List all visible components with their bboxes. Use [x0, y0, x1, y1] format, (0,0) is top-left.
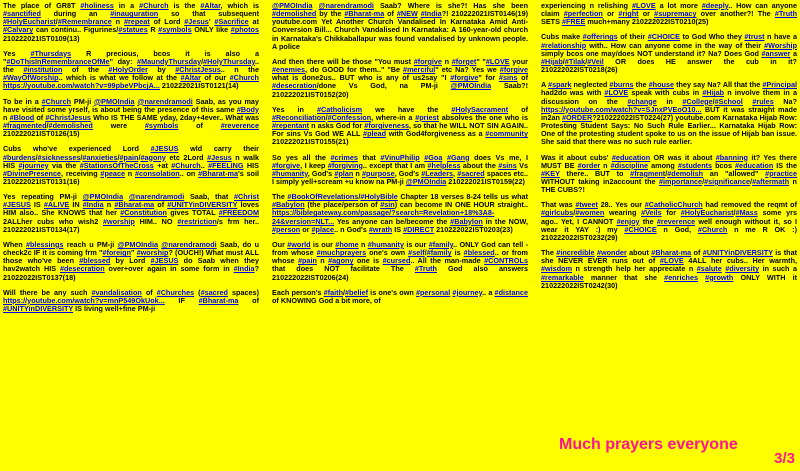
hashtag-link[interactable]: #symbols — [144, 121, 179, 131]
hashtag-link[interactable]: #order — [577, 160, 601, 170]
hashtag-link[interactable]: #Church — [41, 96, 72, 106]
hashtag-link[interactable]: #plan — [334, 168, 354, 178]
hashtag-link[interactable]: #place — [311, 224, 335, 234]
hashtag-link[interactable]: #KEY — [541, 168, 560, 178]
hashtag-link[interactable]: #fragment — [630, 168, 666, 178]
tweet-paragraph: Our #world is our #home n #humanity is our #family.. ONLY God can tell - from whose #muchprayers one's own #self/#family is #blessed.. or from whose #pain n #agony one is #cursed.. All the man-made #CONTROLs that does NOT facilitate The #Truth God also answers 210222022IST0206(24) — [272, 239, 529, 282]
hashtag-link[interactable]: #Mass — [735, 208, 758, 218]
hashtag-link[interactable]: #inauguration — [110, 9, 159, 19]
tweet-paragraph: Will there be any such #vandalisation of #Churches (#sacred spaces) https://youtube.com/watch?v=mnP549OkUok... IF #Bharat-ma of #UNITYinDIVERSITY IS living well+fine PM-ji — [3, 287, 259, 313]
hashtag-link[interactable]: #JESUS — [150, 256, 179, 266]
hashtag-link[interactable]: #Churches — [156, 287, 195, 297]
hashtag-link[interactable]: #supremacy — [654, 9, 697, 19]
hashtag-link[interactable]: #Church — [697, 224, 728, 234]
hashtag-link[interactable]: #answer — [761, 48, 791, 58]
hashtag-link[interactable]: #Jesus — [184, 17, 209, 27]
hashtag-link[interactable]: #symbols — [158, 25, 192, 35]
hashtag-link[interactable]: #women — [575, 208, 605, 218]
url-link[interactable]: https://youtube.com/watch?v=mnP549OkUok... — [3, 295, 165, 305]
hashtag-link[interactable]: #FREEDOM — [218, 208, 259, 218]
hashtag-link[interactable]: #demolished — [48, 121, 93, 131]
tweet-paragraph: And then there will be those "You must #forgive n #forget" "#LOVE your #enemies, do GOOD for them.." "Be #merciful" etc Na? Yes we #forgive what is done2us.. BUT who is any of us2say "I #forgive" for #sins of #desecration/done Vs God, na PM-ji @PMOIndia Saab?! 210222021IST0152(20) — [272, 56, 529, 99]
hashtag-link[interactable]: #WayOfWorship — [3, 73, 59, 83]
hashtag-link[interactable]: #UNITYinDIVERSITY — [702, 248, 773, 258]
hashtag-link[interactable]: #VinuPhilip — [380, 152, 420, 162]
mention-link[interactable]: @PMOIndia — [405, 176, 447, 186]
hashtag-link[interactable]: #trust — [744, 32, 765, 42]
hashtag-link[interactable]: #Truth — [774, 9, 797, 19]
hashtag-link[interactable]: #right — [618, 9, 639, 19]
hashtag-link[interactable]: #vandalisation — [91, 287, 142, 297]
hashtag-link[interactable]: #forget — [451, 56, 477, 66]
hashtag-link[interactable]: #forgive — [413, 56, 442, 66]
hashtag-link[interactable]: #Altar — [200, 1, 221, 10]
hashtag-link[interactable]: #purpose — [361, 168, 395, 178]
hashtag-link[interactable]: #education — [611, 152, 651, 162]
hashtag-link[interactable]: #girlcubs — [541, 208, 574, 218]
url-link[interactable]: https://youtube.com/watch?v=SJnxPVEoO10... — [541, 104, 702, 114]
hashtag-link[interactable]: #Calvary — [3, 25, 34, 35]
hashtag-link[interactable]: #enemies — [272, 65, 306, 75]
hashtag-link[interactable]: #College — [682, 96, 713, 106]
hashtag-link[interactable]: #HolyOrder — [108, 65, 148, 75]
hashtag-link[interactable]: #sins — [498, 73, 518, 83]
hashtag-link[interactable]: #CatholicChurch — [644, 200, 703, 210]
hashtag-link[interactable]: #Worship — [764, 40, 797, 50]
hashtag-link[interactable]: #photos — [230, 25, 259, 35]
hashtag-link[interactable]: #LOVE — [659, 256, 684, 266]
hashtag-link[interactable]: #UNITYinDIVERSITY — [3, 304, 74, 313]
hashtag-link[interactable]: #Christ — [234, 192, 259, 202]
hashtag-link[interactable]: #pain — [119, 152, 139, 162]
hashtag-link[interactable]: #MaundyThursday — [137, 56, 202, 66]
tweet-paragraph: experiencing n relishing #LOVE a lot more #deeply.. How can anyone claim #perfection or #right or #supremacy over another?! The #Truth SETS #FREE much+many 210222022IST0210(25) — [541, 1, 797, 27]
footer — [541, 436, 797, 469]
hashtag-link[interactable]: #significance — [704, 176, 751, 186]
hashtag-link[interactable]: #journey — [18, 160, 49, 170]
hashtag-link[interactable]: #JESUS — [3, 200, 31, 210]
hashtag-link[interactable]: #education — [735, 160, 774, 170]
hashtag-link[interactable]: #School — [714, 96, 743, 106]
mention-link[interactable]: @narendramodi — [318, 1, 374, 10]
hashtag-link[interactable]: #students — [677, 160, 713, 170]
hashtag-link[interactable]: #reverence — [656, 216, 696, 226]
hashtag-link[interactable]: #forgive — [450, 73, 479, 83]
hashtag-link[interactable]: #FEELING — [208, 160, 244, 170]
hashtag-link[interactable]: #blessings — [25, 239, 64, 249]
hashtag-link[interactable]: #burns — [609, 80, 634, 90]
hashtag-link[interactable]: #Bharat-ma — [651, 248, 692, 258]
tweet-paragraph: Yes in #Catholicism we have the #HolySacrament of #Reconciliation/#Confession, where-in a #priest absolves the one who is #repentant n asks God for #forgiveness, so that he WILL NOT SIN AGAIN.. For sins Vs God WE ALL #plead with God4forgiveness as a #community 210222021IST0155(21) — [272, 104, 528, 147]
mention-link[interactable]: @narendramodi — [137, 96, 193, 106]
hashtag-link[interactable]: #JESUS — [150, 144, 179, 154]
hashtag-link[interactable]: #repeat — [123, 17, 150, 27]
hashtag-link[interactable]: #family — [428, 239, 454, 249]
hashtag-link[interactable]: #LOVE — [631, 1, 656, 10]
hashtag-link[interactable]: #banning — [715, 152, 748, 162]
hashtag-link[interactable]: #burdens — [3, 152, 36, 162]
hashtag-link[interactable]: #spark — [548, 80, 572, 90]
hashtag-link[interactable]: #Bharat-ma — [198, 168, 238, 178]
hashtag-link[interactable]: #incredible — [556, 248, 595, 258]
mention-link[interactable]: @PMOIndia — [117, 239, 159, 249]
hashtag-link[interactable]: #HolyEucharist — [680, 208, 734, 218]
hashtag-link[interactable]: #Veils — [641, 208, 662, 218]
tweet-paragraph: Cubs who've experienced Lord #JESUS wld carry their #burdens/#sicknesses/#anxieties/#pain/#agony etc 2Lord #Jesus n walk HIS #journey via the #StationsOfTheCross +at #Church.. #FEELING HIS #DivinePresence, receiving #peace n #consolation.. on #Bharat-ma's soil 210222021IST0131(16) — [3, 144, 260, 186]
hashtag-link[interactable]: #ORDER — [561, 112, 593, 122]
hashtag-link[interactable]: #restriction — [177, 216, 217, 226]
hashtag-link[interactable]: #remarkable — [541, 272, 584, 282]
hashtag-link[interactable]: #peace — [100, 168, 126, 178]
hashtag-link[interactable]: #distance — [494, 287, 528, 297]
hashtag-link[interactable]: #faith — [323, 287, 343, 297]
hashtag-link[interactable]: #forgiveness — [364, 121, 410, 131]
hashtag-link[interactable]: #HolyEucharist — [3, 17, 56, 27]
hashtag-link[interactable]: #agony — [328, 256, 354, 266]
hashtag-link[interactable]: #enriches — [664, 272, 699, 282]
mention-link[interactable]: @narendramodi — [128, 192, 185, 202]
hashtag-link[interactable]: #reverence — [220, 121, 259, 131]
hashtag-link[interactable]: #journey — [452, 287, 483, 297]
tweet-paragraph: So yes all the #crimes that #VinuPhilip #Goa #Gang does Vs me, I #forgive, I keep #forgiving.. except that I am #helpless about the #sins Vs #humanity, God's #plan n #purpose, God's #Leaders, #sacred spaces etc.. I simply yell+scream +u know na PM-ji @PMOIndia 210222021IST0159(22) — [272, 152, 529, 186]
hashtag-link[interactable]: #humanity — [367, 239, 404, 249]
hashtag-link[interactable]: #DivinePresence — [3, 168, 62, 178]
hashtag-link[interactable]: #Sacrifice — [214, 17, 249, 27]
hashtag-link[interactable]: #sin — [380, 200, 395, 210]
mention-link[interactable]: @PMOIndia — [272, 1, 313, 10]
hashtag-link[interactable]: #wonder — [596, 248, 627, 258]
hashtag-link[interactable]: #ChristJesus — [175, 65, 221, 75]
hashtag-link[interactable]: #Principal — [762, 80, 797, 90]
hashtag-link[interactable]: #Bharat-ma — [344, 9, 385, 19]
hashtag-link[interactable]: #cursed — [382, 256, 411, 266]
hashtag-link[interactable]: #Tilak — [564, 56, 586, 66]
hashtag-link[interactable]: #plead — [363, 129, 387, 139]
hashtag-link[interactable]: #Goa — [424, 152, 443, 162]
hashtag-link[interactable]: #humanity — [272, 168, 308, 178]
hashtag-link[interactable]: #BookOfRevelations — [287, 192, 359, 202]
hashtag-link[interactable]: #Catholicism — [317, 104, 363, 114]
hashtag-link[interactable]: #anxieties — [82, 152, 118, 162]
hashtag-link[interactable]: #relationship — [541, 40, 587, 50]
hashtag-link[interactable]: #sanctified — [3, 9, 41, 19]
hashtag-link[interactable]: #repentant — [272, 121, 310, 131]
mention-link[interactable]: @PMOIndia — [82, 192, 124, 202]
hashtag-link[interactable]: #perfection — [563, 9, 603, 19]
hashtag-link[interactable]: #Confession — [327, 112, 372, 122]
hashtag-link[interactable]: #NEW — [396, 9, 418, 19]
tweet-paragraph: Each person's #faith/#belief is one's own #personal #journey.. a #distance of KNOWING God a bit more, of — [272, 287, 528, 305]
hashtag-link[interactable]: #holiness — [80, 1, 114, 10]
hashtag-link[interactable]: #world — [287, 239, 311, 249]
hashtag-link[interactable]: #HolySacrament — [451, 104, 509, 114]
hashtag-link[interactable]: #change — [627, 96, 657, 106]
hashtag-link[interactable]: #Jesus — [207, 152, 232, 162]
hashtag-link[interactable]: #consolation — [134, 168, 180, 178]
hashtag-link[interactable]: #worship — [103, 216, 135, 226]
tweet-paragraph: The #BookOfRevelations/#HolyBible Chapter 18 verses 8-24 tells us what #Babylon (the place/person of #sin) can become IN ONE HOUR straight.. https://biblegateway.com/passage/?search=Revelation+18%3A8-24&version=NLT... Yes anyone can be/become the #Babylon in the NOW, #person or #place.. n God's #wrath IS #DIRECT 210222022IST0203(23) — [272, 192, 528, 234]
hashtag-link[interactable]: #belief — [345, 287, 368, 297]
hashtag-link[interactable]: #LOVE — [604, 88, 629, 98]
hashtag-link[interactable]: #rules — [752, 96, 774, 106]
hashtag-link[interactable]: #Bharat-ma — [198, 295, 239, 305]
url-link[interactable]: https://youtube.com/watch?v=99pbeVPbcjA... — [3, 81, 160, 91]
hashtag-link[interactable]: #helpless — [427, 160, 461, 170]
hashtag-link[interactable]: #demolished — [272, 9, 317, 19]
hashtag-link[interactable]: #muchprayers — [316, 248, 367, 258]
hashtag-link[interactable]: #deeply — [701, 1, 729, 10]
hashtag-link[interactable]: #desecration — [59, 264, 105, 274]
hashtag-link[interactable]: #house — [648, 80, 674, 90]
column-3 — [541, 2, 797, 297]
hashtag-link[interactable]: #ChristJesus — [45, 112, 91, 122]
hashtag-link[interactable]: #Church — [171, 160, 201, 170]
hashtag-link[interactable]: #Bharat-ma — [114, 200, 155, 210]
hashtag-link[interactable]: #community — [485, 129, 528, 139]
hashtag-link[interactable]: #UNITYinDIVERSITY — [167, 200, 238, 210]
hashtag-link[interactable]: #institution — [23, 65, 63, 75]
mention-link[interactable]: @PMOIndia — [450, 81, 492, 91]
hashtag-link[interactable]: #CHOICE — [647, 32, 680, 42]
hashtag-link[interactable]: #demolish — [667, 168, 704, 178]
hashtag-link[interactable]: #wrath — [368, 224, 393, 234]
hashtag-link[interactable]: #worship — [136, 248, 169, 258]
hashtag-link[interactable]: #sins — [498, 160, 517, 170]
hashtag-link[interactable]: #family — [426, 248, 452, 258]
hashtag-link[interactable]: #HolyThursday — [203, 56, 255, 66]
hashtag-link[interactable]: #foreign — [102, 248, 132, 258]
hashtag-link[interactable]: #diversity — [725, 264, 760, 274]
hashtag-link[interactable]: #salute — [696, 264, 722, 274]
hashtag-link[interactable]: #India — [233, 264, 255, 274]
hashtag-link[interactable]: #FREE — [561, 17, 586, 27]
hashtag-link[interactable]: #forgiving — [327, 160, 363, 170]
hashtag-link[interactable]: #Church — [229, 73, 259, 83]
tweet-paragraph: Yes repeating PM-ji @PMOIndia @narendramodi Saab, that #Christ #JESUS IS #ALIVE IN #India n #Bharat-ma of #UNITYinDIVERSITY loves HIM also.. She KNOWS that her #Constitution gives TOTAL #FREEDOM 2ALLher cubs who wish2 #worship HIM.. NO #restriction/s frm her.. 210222021IST0134(17) — [3, 192, 259, 234]
hashtag-link[interactable]: #agony — [140, 152, 166, 162]
hashtag-link[interactable]: #CONTROLs — [484, 256, 529, 266]
hashtag-link[interactable]: #ALIVE — [43, 200, 70, 210]
hashtag-link[interactable]: #Babylon — [450, 216, 483, 226]
hashtag-link[interactable]: #LOVE — [485, 56, 510, 66]
tweet-paragraph: @PMOIndia @narendramodi Saab? Where is she?! Has she been #demolished by the #Bharat-ma of #NEW #India?! 210222021IST0146(19) youtube.com Yet Another Church Vandalised In Karnataka Amid Anti-Conversion Bill... Church Vandalised In Karnataka: A 160-year-old church in Karnataka's Chikkaballapur was found vandalised by unknown people. A police — [272, 1, 529, 51]
hashtag-link[interactable]: #Constitution — [120, 208, 167, 218]
hashtag-link[interactable]: #practice — [765, 168, 797, 178]
page-number: 3/3 — [774, 450, 795, 467]
hashtag-link[interactable]: #offerings — [582, 32, 618, 42]
hashtag-link[interactable]: #Babylon — [272, 200, 305, 210]
hashtag-link[interactable]: #HolyBible — [360, 192, 398, 202]
hashtag-link[interactable]: #CHOICE — [624, 224, 657, 234]
hashtag-link[interactable]: #crimes — [330, 152, 358, 162]
hashtag-link[interactable]: #DIRECT — [403, 224, 435, 234]
tweet-paragraph: A #spark neglected #burns the #house they say Na? All that the #Principal had2do was with #LOVE speak with cubs in #Hijab n involve them in a discussion on the #change in #College/#School #rules Na? https://youtube.com/watch?v=SJnxPVEoO10... BUT it was straight made in2an #ORDER?210222022IST0224(27) youtube.com Karnataka Hijab Row: Protesting Student Says: No Such Rule Earlier... Karnataka Hijab Row: One of the protesting student spoke to us on the issue of Hijab ban issue. She said that there was no such rule earlier. — [541, 80, 798, 147]
hashtag-link[interactable]: #Altar — [180, 73, 201, 83]
column-1 — [3, 2, 259, 320]
hashtag-link[interactable]: #sacred — [457, 168, 485, 178]
hashtag-link[interactable]: #growth — [705, 272, 734, 282]
hashtag-link[interactable]: #Blood — [9, 112, 35, 122]
hashtag-link[interactable]: #enjoy — [616, 216, 640, 226]
hashtag-link[interactable]: #pain — [297, 256, 317, 266]
hashtag-link[interactable]: #person — [272, 224, 301, 234]
hashtag-link[interactable]: #India — [420, 9, 442, 19]
tweet-paragraph: The place of GR8T #holiness in a #Church is the #Altar, which is #sanctified during an #inauguration so that subsequent #HolyEucharist/#Remembrance n #repeat of Lord #Jesus' #Sacrifice at #Calvary can continu.. Figurines/#statues R #symbols ONLY like #photos 210222021IST0109(13) — [3, 1, 259, 43]
hashtag-link[interactable]: #forgive — [272, 160, 301, 170]
hashtag-link[interactable]: #importance — [658, 176, 703, 186]
hashtag-link[interactable]: #fragmented — [3, 121, 47, 131]
hashtag-link[interactable]: #merciful — [403, 65, 436, 75]
hashtag-link[interactable]: #sicknesses — [37, 152, 81, 162]
hashtag-link[interactable]: #Gang — [446, 152, 470, 162]
hashtag-link[interactable]: #Remembrance — [57, 17, 112, 27]
hashtag-link[interactable]: #discipline — [610, 160, 649, 170]
hashtag-link[interactable]: #tweet — [575, 200, 598, 210]
hashtag-link[interactable]: #Leaders — [421, 168, 454, 178]
hashtag-link[interactable]: #statues — [118, 25, 148, 35]
hashtag-link[interactable]: #StationsOfTheCross — [79, 160, 154, 170]
hashtag-link[interactable]: #forgive — [499, 65, 528, 75]
hashtag-link[interactable]: #Truth — [414, 264, 437, 274]
tweet-paragraph: To be in a #Church PM-ji @PMOIndia @narendramodi Saab, as you may have visited some yrself, is about being the presence of this same #Body n #Blood of #ChristJesus Who IS THE SAME yday, 2day+4ever.. What was #fragmented/#demolished were #symbols of #reverence 210222021IST0126(15) — [3, 96, 260, 139]
url-link[interactable]: https://biblegateway.com/passage/?search=Revelation+18%3A8-24&version=NLT... — [272, 208, 495, 226]
tweet-paragraph: Cubs make #offerings of their #CHOICE to God Who they #trust n have a #relationship with.. How can anyone come in the way of their #Worship simply bcos one may/does NOT understand it? Na? Does God #answer a #Hijab/#Tilak/#Veil OR does HE answer the cub in it? 210222022IST0218(26) — [541, 32, 797, 75]
hashtag-link[interactable]: #desecration — [272, 81, 317, 91]
hashtag-link[interactable]: #self — [408, 248, 425, 258]
column-2 — [272, 2, 528, 312]
hashtag-link[interactable]: #Thursdays — [30, 48, 72, 58]
hashtag-link[interactable]: #India — [82, 200, 104, 210]
hashtag-link[interactable]: #blessed — [463, 248, 495, 258]
much-prayers-text: Much prayers everyone — [559, 436, 738, 453]
hashtag-link[interactable]: #Hijab — [702, 88, 725, 98]
tweet-paragraph: The #incredible #wonder about #Bharat-ma of #UNITYinDIVERSITY is that she NEVER EVER runs out of #LOVE 4ALL her cubs.. Her warmth, #wisdom n strength help her appreciate n #salute #diversity in such a #remarkable manner that she #enriches #growth ONLY WITH it 210222022IST0242(30) — [541, 248, 798, 290]
hashtag-link[interactable]: #Veil — [587, 56, 604, 66]
hashtag-link[interactable]: #Body — [236, 104, 259, 114]
hashtag-link[interactable]: #DoThisInRemembranceOfMe — [6, 56, 110, 66]
hashtag-link[interactable]: #priest — [415, 112, 439, 122]
hashtag-link[interactable]: #Church — [139, 1, 169, 10]
mention-link[interactable]: @PMOIndia — [94, 96, 135, 106]
hashtag-link[interactable]: #home — [335, 239, 359, 249]
tweet-paragraph: When #blessings reach u PM-ji @PMOIndia @narendramodi Saab, do u check2c IF it is coming frm "#foreign" #worship? (OUCH!) What must ALL those who've been #blessed by Lord #JESUS do Saab when they hav2watch HIS #desecration over+over again in some form in #India?21022022IST0137(18) — [3, 239, 260, 282]
tweet-paragraph: That was #tweet 28.. Yes our #CatholicChurch had removed the reqmt of #girlcubs/#women wearing #Veils for #HolyEucharist/#Mass some yrs ago.. Yet, I CANNOT #enjoy the #reverence well enough without it, so I wear it YAY :) my #CHOICE n God, #Church n me R OK :) 210222022IST0232(29) — [541, 200, 798, 242]
hashtag-link[interactable]: #Reconciliation — [272, 112, 326, 122]
hashtag-link[interactable]: #sacred — [200, 287, 228, 297]
mention-link[interactable]: @narendramodi — [161, 239, 217, 249]
hashtag-link[interactable]: #blessed — [79, 256, 111, 266]
tweet-paragraph: Yes #Thursdays R precious, bcos it is also a "#DoThisInRemembranceOfMe" day: #MaundyThursday/#HolyThursday.. the #institution of the #HolyOrder by #ChristJesus.. n the #WayOfWorship.. which is what we follow at the #Altar of our #Church https://youtube.com/watch?v=99pbeVPbcjA... 210222021IST0121(14) — [3, 48, 260, 91]
hashtag-link[interactable]: #wisdom — [541, 264, 573, 274]
tweet-paragraph: Was it about cubs' #education OR was it about #banning it? Yes there MUST BE #order n #discipline among #students bcos #education IS the #KEY there.. BUT to #fragment/#demolish an "allowed" #practice WITHOUT taking in2account the #importance/#significance/#aftermath n THE CUBS?! — [541, 152, 797, 195]
hashtag-link[interactable]: #Hijab — [541, 56, 563, 66]
hashtag-link[interactable]: #personal — [415, 287, 451, 297]
hashtag-link[interactable]: #aftermath — [752, 176, 790, 186]
